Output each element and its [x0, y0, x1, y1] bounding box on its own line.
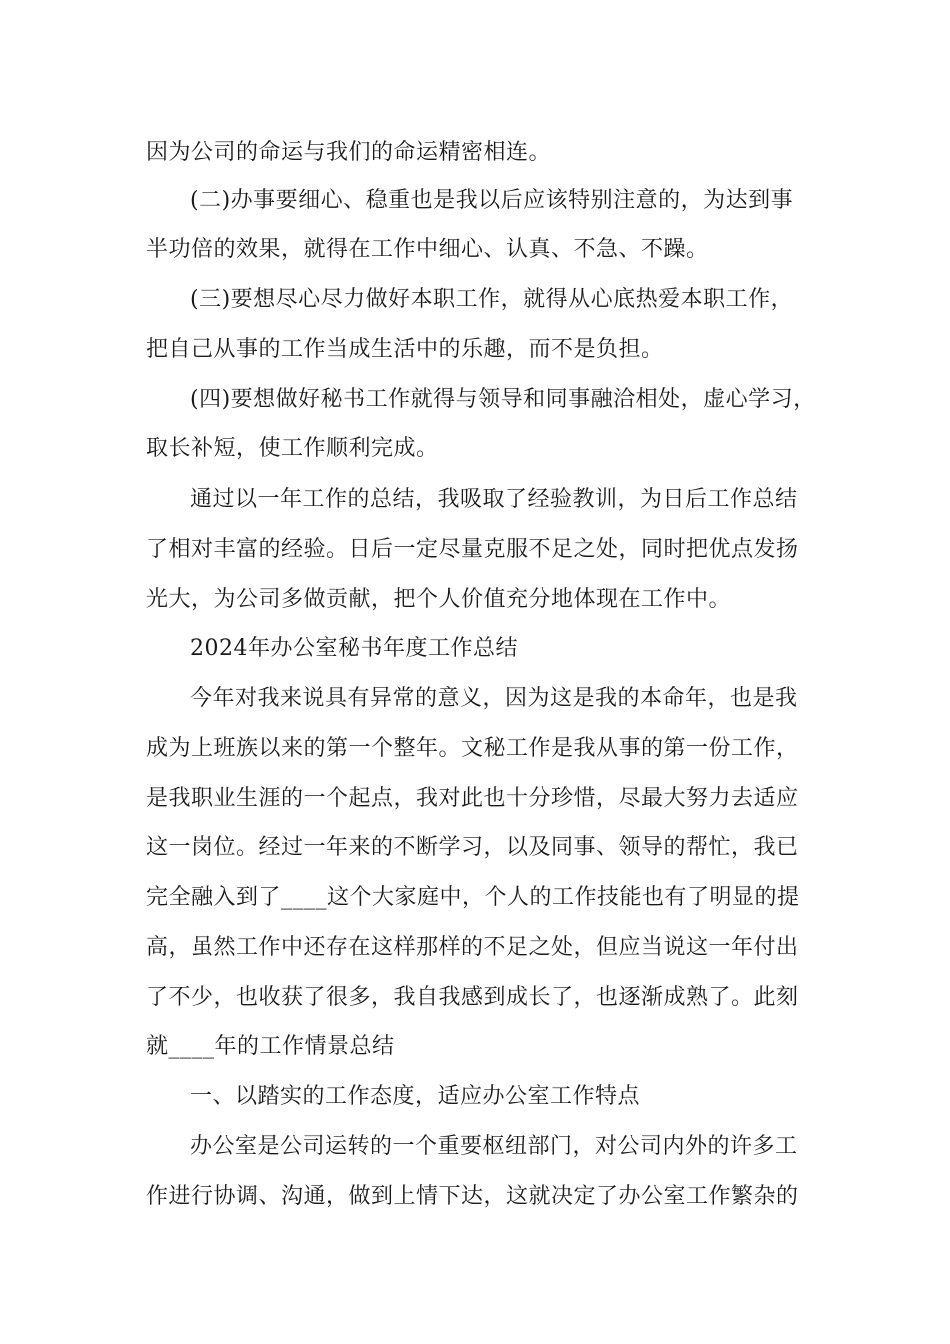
text-line: 光大，为公司多做贡献，把个人价值充分地体现在工作中。 — [146, 587, 732, 612]
text-line: 因为公司的命运与我们的命运精密相连。 — [146, 140, 552, 165]
text-line: 就____年的工作情景总结 — [146, 1034, 395, 1059]
section-heading: 2024年办公室秘书年度工作总结 — [190, 636, 518, 661]
text-line: 通过以一年工作的总结，我吸取了经验教训，为日后工作总结 — [190, 487, 798, 512]
text-line: 今年对我来说具有异常的意义，因为这是我的本命年，也是我 — [190, 686, 798, 711]
text-line: 成为上班族以来的第一个整年。文秘工作是我从事的第一份工作， — [146, 736, 799, 761]
text-line: (三)要想尽心尽力做好本职工作，就得从心底热爱本职工作， — [190, 287, 794, 312]
text-line: 了不少，也收获了很多，我自我感到成长了，也逐渐成熟了。此刻 — [146, 985, 799, 1010]
text-line: 这一岗位。经过一年来的不断学习，以及同事、领导的帮忙，我已 — [146, 835, 799, 860]
text-line: 是我职业生涯的一个起点，我对此也十分珍惜，尽最大努力去适应 — [146, 786, 799, 811]
text-line: 把自己从事的工作当成生活中的乐趣，而不是负担。 — [146, 337, 664, 362]
text-line: 高，虽然工作中还存在这样那样的不足之处，但应当说这一年付出 — [146, 935, 799, 960]
text-line: 完全融入到了____这个大家庭中，个人的工作技能也有了明显的提 — [146, 885, 800, 910]
text-line: (四)要想做好秘书工作就得与领导和同事融洽相处，虚心学习， — [190, 387, 816, 412]
text-line: (二)办事要细心、稳重也是我以后应该特别注意的，为达到事 — [190, 188, 794, 213]
section-heading: 一、以踏实的工作态度，适应办公室工作特点 — [190, 1084, 641, 1109]
text-line: 半功倍的效果，就得在工作中细心、认真、不急、不躁。 — [146, 237, 709, 262]
text-line: 办公室是公司运转的一个重要枢纽部门，对公司内外的许多工 — [190, 1134, 798, 1159]
text-line: 了相对丰富的经验。日后一定尽量克服不足之处，同时把优点发扬 — [146, 537, 799, 562]
text-line: 取长补短，使工作顺利完成。 — [146, 436, 439, 461]
text-line: 作进行协调、沟通，做到上情下达，这就决定了办公室工作繁杂的 — [146, 1184, 799, 1209]
